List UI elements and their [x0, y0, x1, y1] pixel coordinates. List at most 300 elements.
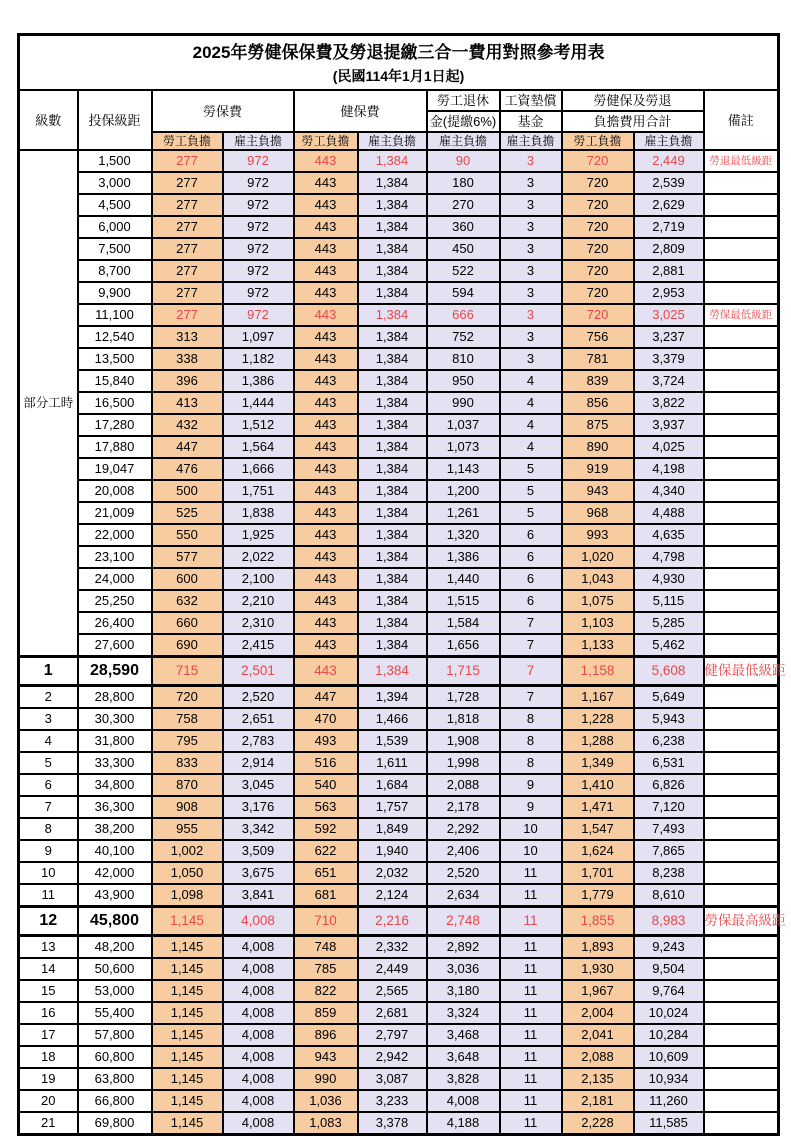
- wage-fund-cell: 11: [500, 1046, 562, 1068]
- table-row: [19, 326, 779, 348]
- col-header-labor-insurance: 勞保費: [152, 90, 294, 132]
- health-employer-cell: 1,940: [358, 840, 427, 862]
- labor-employee-cell: 955: [152, 818, 223, 840]
- col-header-health-insurance: 健保費: [294, 90, 427, 132]
- remark-cell: [704, 752, 779, 774]
- pension-cell: 1,320: [427, 524, 500, 546]
- table-row: [19, 392, 779, 414]
- bracket-cell: 48,200: [78, 936, 152, 959]
- wage-fund-cell: 4: [500, 436, 562, 458]
- pension-cell: 1,715: [427, 657, 500, 686]
- table-row: [19, 348, 779, 370]
- labor-employer-cell: 1,838: [223, 502, 294, 524]
- labor-employer-cell: 2,310: [223, 612, 294, 634]
- wage-fund-cell: 6: [500, 546, 562, 568]
- bracket-cell: 13,500: [78, 348, 152, 370]
- total-employer-cell: 4,198: [634, 458, 704, 480]
- bracket-cell: 42,000: [78, 862, 152, 884]
- total-employer-cell: 10,609: [634, 1046, 704, 1068]
- pension-cell: 2,292: [427, 818, 500, 840]
- total-employee-cell: 1,349: [562, 752, 634, 774]
- health-employer-cell: 2,124: [358, 884, 427, 907]
- page-title: 2025年勞健保保費及勞退提繳三合一費用對照參考用表: [192, 43, 605, 62]
- table-row: [19, 568, 779, 590]
- total-employee-cell: 720: [562, 194, 634, 216]
- total-employee-cell: 1,410: [562, 774, 634, 796]
- health-employee-cell: 622: [294, 840, 358, 862]
- labor-employee-cell: 277: [152, 304, 223, 326]
- table-row: [19, 796, 779, 818]
- remark-cell: [704, 348, 779, 370]
- level-cell: 20: [19, 1090, 78, 1112]
- total-employee-cell: 756: [562, 326, 634, 348]
- total-employer-cell: 3,379: [634, 348, 704, 370]
- bracket-cell: 27,600: [78, 634, 152, 657]
- table-row: [19, 414, 779, 436]
- remark-cell: [704, 414, 779, 436]
- health-employer-cell: 1,384: [358, 612, 427, 634]
- wage-fund-cell: 10: [500, 818, 562, 840]
- health-employee-cell: 443: [294, 657, 358, 686]
- remark-cell: [704, 1068, 779, 1090]
- bracket-cell: 36,300: [78, 796, 152, 818]
- remark-cell: [704, 818, 779, 840]
- pension-cell: 4,008: [427, 1090, 500, 1112]
- total-employee-cell: 1,471: [562, 796, 634, 818]
- remark-cell: [704, 686, 779, 709]
- labor-employee-cell: 715: [152, 657, 223, 686]
- total-employer-cell: 2,629: [634, 194, 704, 216]
- labor-employee-cell: 277: [152, 216, 223, 238]
- total-employee-cell: 2,135: [562, 1068, 634, 1090]
- remark-cell: [704, 936, 779, 959]
- total-employer-cell: 5,285: [634, 612, 704, 634]
- table-row: [19, 1046, 779, 1068]
- pension-cell: 1,818: [427, 708, 500, 730]
- level-cell: 12: [19, 907, 78, 936]
- total-employee-cell: 1,020: [562, 546, 634, 568]
- labor-employer-cell: 1,097: [223, 326, 294, 348]
- level-cell: 19: [19, 1068, 78, 1090]
- health-employee-cell: 443: [294, 392, 358, 414]
- bracket-cell: 31,800: [78, 730, 152, 752]
- wage-fund-cell: 5: [500, 458, 562, 480]
- health-employee-cell: 443: [294, 238, 358, 260]
- pension-cell: 810: [427, 348, 500, 370]
- table-row: [19, 480, 779, 502]
- total-employer-cell: 4,025: [634, 436, 704, 458]
- health-employee-cell: 443: [294, 458, 358, 480]
- bracket-cell: 8,700: [78, 260, 152, 282]
- total-employer-cell: 3,937: [634, 414, 704, 436]
- level-cell: 7: [19, 796, 78, 818]
- pension-cell: 2,088: [427, 774, 500, 796]
- total-employer-cell: 5,649: [634, 686, 704, 709]
- total-employer-cell: 2,809: [634, 238, 704, 260]
- total-employee-cell: 1,893: [562, 936, 634, 959]
- pension-cell: 1,908: [427, 730, 500, 752]
- health-employer-cell: 1,384: [358, 458, 427, 480]
- labor-employer-cell: 1,182: [223, 348, 294, 370]
- total-employer-cell: 3,025: [634, 304, 704, 326]
- labor-employee-cell: 313: [152, 326, 223, 348]
- remark-cell: [704, 546, 779, 568]
- health-employer-cell: 1,384: [358, 216, 427, 238]
- total-employer-cell: 7,865: [634, 840, 704, 862]
- total-employee-cell: 875: [562, 414, 634, 436]
- labor-employee-cell: 447: [152, 436, 223, 458]
- pension-cell: 3,468: [427, 1024, 500, 1046]
- col-header-total-line1: 勞健保及勞退: [562, 90, 704, 111]
- pension-cell: 3,828: [427, 1068, 500, 1090]
- table-row: [19, 907, 779, 936]
- labor-employee-cell: 277: [152, 194, 223, 216]
- health-employer-cell: 2,332: [358, 936, 427, 959]
- labor-employer-cell: 1,444: [223, 392, 294, 414]
- health-employer-cell: 1,384: [358, 657, 427, 686]
- health-employee-cell: 859: [294, 1002, 358, 1024]
- labor-employee-cell: 720: [152, 686, 223, 709]
- labor-employer-cell: 4,008: [223, 907, 294, 936]
- health-employee-cell: 443: [294, 502, 358, 524]
- table-row: [19, 590, 779, 612]
- labor-employer-cell: 972: [223, 304, 294, 326]
- pension-cell: 1,261: [427, 502, 500, 524]
- total-employee-cell: 968: [562, 502, 634, 524]
- health-employee-cell: 443: [294, 590, 358, 612]
- total-employer-cell: 4,488: [634, 502, 704, 524]
- labor-employer-cell: 972: [223, 216, 294, 238]
- remark-cell: [704, 194, 779, 216]
- labor-employee-cell: 660: [152, 612, 223, 634]
- wage-fund-cell: 11: [500, 1112, 562, 1135]
- health-employee-cell: 443: [294, 348, 358, 370]
- wage-fund-cell: 11: [500, 980, 562, 1002]
- health-employer-cell: 1,611: [358, 752, 427, 774]
- health-employee-cell: 443: [294, 370, 358, 392]
- wage-fund-cell: 11: [500, 1002, 562, 1024]
- wage-fund-cell: 11: [500, 907, 562, 936]
- wage-fund-cell: 5: [500, 502, 562, 524]
- labor-employee-cell: 277: [152, 260, 223, 282]
- table-row: [19, 730, 779, 752]
- labor-employer-cell: 4,008: [223, 1090, 294, 1112]
- bracket-cell: 16,500: [78, 392, 152, 414]
- remark-cell: 勞保最高級距: [704, 907, 779, 936]
- health-employer-cell: 1,384: [358, 568, 427, 590]
- labor-employee-cell: 632: [152, 590, 223, 612]
- total-employer-cell: 3,822: [634, 392, 704, 414]
- labor-employer-cell: 2,415: [223, 634, 294, 657]
- total-employee-cell: 943: [562, 480, 634, 502]
- col-header-wage-fund-line2: 基金: [500, 111, 562, 132]
- pension-cell: 2,406: [427, 840, 500, 862]
- level-cell: 13: [19, 936, 78, 959]
- bracket-cell: 25,250: [78, 590, 152, 612]
- health-employer-cell: 1,384: [358, 282, 427, 304]
- health-employee-cell: 516: [294, 752, 358, 774]
- labor-employee-cell: 525: [152, 502, 223, 524]
- total-employer-cell: 9,504: [634, 958, 704, 980]
- labor-employee-cell: 277: [152, 172, 223, 194]
- bracket-cell: 55,400: [78, 1002, 152, 1024]
- labor-employer-cell: 1,751: [223, 480, 294, 502]
- wage-fund-cell: 8: [500, 708, 562, 730]
- health-employer-cell: 1,384: [358, 194, 427, 216]
- wage-fund-cell: 3: [500, 150, 562, 172]
- bracket-cell: 34,800: [78, 774, 152, 796]
- remark-cell: [704, 370, 779, 392]
- labor-employer-cell: 972: [223, 150, 294, 172]
- table-row: [19, 612, 779, 634]
- col-header-level: 級數: [19, 90, 78, 150]
- wage-fund-cell: 8: [500, 730, 562, 752]
- page-subtitle: (民國114年1月1日起): [332, 68, 465, 84]
- total-employee-cell: 1,167: [562, 686, 634, 709]
- health-employer-cell: 1,757: [358, 796, 427, 818]
- health-employee-cell: 443: [294, 612, 358, 634]
- health-employer-cell: 1,384: [358, 524, 427, 546]
- labor-employer-cell: 3,841: [223, 884, 294, 907]
- remark-cell: [704, 568, 779, 590]
- pension-cell: 360: [427, 216, 500, 238]
- wage-fund-cell: 7: [500, 612, 562, 634]
- level-cell: 14: [19, 958, 78, 980]
- level-cell: 3: [19, 708, 78, 730]
- total-employer-cell: 6,238: [634, 730, 704, 752]
- table-row: [19, 1002, 779, 1024]
- pension-cell: 1,200: [427, 480, 500, 502]
- labor-employer-cell: 2,914: [223, 752, 294, 774]
- labor-employee-cell: 277: [152, 150, 223, 172]
- level-cell: 18: [19, 1046, 78, 1068]
- labor-employer-cell: 2,501: [223, 657, 294, 686]
- remark-cell: [704, 590, 779, 612]
- labor-employer-cell: 3,342: [223, 818, 294, 840]
- labor-employer-cell: 1,512: [223, 414, 294, 436]
- total-employee-cell: 1,779: [562, 884, 634, 907]
- health-employer-cell: 1,384: [358, 370, 427, 392]
- health-employee-cell: 443: [294, 194, 358, 216]
- pension-cell: 1,440: [427, 568, 500, 590]
- level-cell: 15: [19, 980, 78, 1002]
- health-employer-cell: 1,684: [358, 774, 427, 796]
- total-employee-cell: 856: [562, 392, 634, 414]
- wage-fund-cell: 7: [500, 686, 562, 709]
- table-body: [19, 150, 786, 1135]
- health-employer-cell: 2,681: [358, 1002, 427, 1024]
- pension-cell: 594: [427, 282, 500, 304]
- health-employee-cell: 443: [294, 546, 358, 568]
- labor-employer-cell: 3,045: [223, 774, 294, 796]
- level-cell: 4: [19, 730, 78, 752]
- total-employee-cell: 720: [562, 282, 634, 304]
- health-employer-cell: 2,449: [358, 958, 427, 980]
- subheader-pension-employer: 雇主負擔: [427, 132, 500, 150]
- health-employer-cell: 1,384: [358, 546, 427, 568]
- pension-cell: 4,188: [427, 1112, 500, 1135]
- health-employer-cell: 1,384: [358, 590, 427, 612]
- level-cell: 21: [19, 1112, 78, 1135]
- bracket-cell: 66,800: [78, 1090, 152, 1112]
- total-employer-cell: 10,284: [634, 1024, 704, 1046]
- level-cell: 1: [19, 657, 78, 686]
- total-employer-cell: 4,930: [634, 568, 704, 590]
- total-employee-cell: 2,228: [562, 1112, 634, 1135]
- labor-employer-cell: 2,022: [223, 546, 294, 568]
- wage-fund-cell: 9: [500, 796, 562, 818]
- table-row: [19, 980, 779, 1002]
- labor-employee-cell: 1,050: [152, 862, 223, 884]
- bracket-cell: 12,540: [78, 326, 152, 348]
- total-employee-cell: 919: [562, 458, 634, 480]
- level-cell: 17: [19, 1024, 78, 1046]
- col-header-wage-fund-line1: 工資墊償: [500, 90, 562, 111]
- labor-employee-cell: 833: [152, 752, 223, 774]
- wage-fund-cell: 9: [500, 774, 562, 796]
- labor-employer-cell: 972: [223, 282, 294, 304]
- table-row: [19, 1090, 779, 1112]
- total-employee-cell: 720: [562, 304, 634, 326]
- health-employee-cell: 443: [294, 524, 358, 546]
- pension-cell: 3,648: [427, 1046, 500, 1068]
- subheader-total-employer: 雇主負擔: [634, 132, 704, 150]
- labor-employer-cell: 4,008: [223, 958, 294, 980]
- bracket-cell: 3,000: [78, 172, 152, 194]
- remark-cell: [704, 458, 779, 480]
- bracket-cell: 21,009: [78, 502, 152, 524]
- remark-cell: 勞退最低級距: [704, 150, 779, 172]
- table-row: [19, 634, 779, 657]
- total-employee-cell: 1,103: [562, 612, 634, 634]
- health-employer-cell: 1,384: [358, 392, 427, 414]
- pension-cell: 1,728: [427, 686, 500, 709]
- table-row: [19, 524, 779, 546]
- table-row: [19, 936, 779, 959]
- labor-employee-cell: 550: [152, 524, 223, 546]
- pension-cell: 270: [427, 194, 500, 216]
- labor-employee-cell: 795: [152, 730, 223, 752]
- total-employee-cell: 1,043: [562, 568, 634, 590]
- remark-cell: [704, 862, 779, 884]
- health-employee-cell: 785: [294, 958, 358, 980]
- labor-employee-cell: 600: [152, 568, 223, 590]
- wage-fund-cell: 4: [500, 370, 562, 392]
- premium-reference-table: [17, 33, 786, 1136]
- labor-employer-cell: 3,176: [223, 796, 294, 818]
- pension-cell: 1,998: [427, 752, 500, 774]
- health-employer-cell: 2,797: [358, 1024, 427, 1046]
- total-employee-cell: 1,547: [562, 818, 634, 840]
- wage-fund-cell: 3: [500, 238, 562, 260]
- total-employee-cell: 1,228: [562, 708, 634, 730]
- level-cell: 6: [19, 774, 78, 796]
- health-employer-cell: 1,384: [358, 172, 427, 194]
- health-employer-cell: 1,394: [358, 686, 427, 709]
- col-header-pension-line2: 金(提繳6%): [427, 111, 500, 132]
- wage-fund-cell: 11: [500, 958, 562, 980]
- labor-employer-cell: 1,564: [223, 436, 294, 458]
- bracket-cell: 28,800: [78, 686, 152, 709]
- total-employer-cell: 5,608: [634, 657, 704, 686]
- bracket-cell: 17,280: [78, 414, 152, 436]
- table-row: [19, 774, 779, 796]
- level-cell: 16: [19, 1002, 78, 1024]
- health-employee-cell: 443: [294, 172, 358, 194]
- pension-cell: 90: [427, 150, 500, 172]
- remark-cell: [704, 480, 779, 502]
- labor-employer-cell: 4,008: [223, 1002, 294, 1024]
- labor-employee-cell: 396: [152, 370, 223, 392]
- labor-employee-cell: 476: [152, 458, 223, 480]
- wage-fund-cell: 5: [500, 480, 562, 502]
- wage-fund-cell: 8: [500, 752, 562, 774]
- level-cell: 2: [19, 686, 78, 709]
- pension-cell: 522: [427, 260, 500, 282]
- health-employee-cell: 443: [294, 634, 358, 657]
- labor-employee-cell: 338: [152, 348, 223, 370]
- total-employer-cell: 2,881: [634, 260, 704, 282]
- total-employer-cell: 5,115: [634, 590, 704, 612]
- pension-cell: 2,748: [427, 907, 500, 936]
- remark-cell: [704, 392, 779, 414]
- labor-employer-cell: 2,520: [223, 686, 294, 709]
- bracket-cell: 33,300: [78, 752, 152, 774]
- bracket-cell: 43,900: [78, 884, 152, 907]
- health-employee-cell: 443: [294, 326, 358, 348]
- health-employer-cell: 2,216: [358, 907, 427, 936]
- labor-employee-cell: 1,145: [152, 1046, 223, 1068]
- health-employer-cell: 3,378: [358, 1112, 427, 1135]
- labor-employer-cell: 2,210: [223, 590, 294, 612]
- health-employee-cell: 592: [294, 818, 358, 840]
- pension-cell: 1,584: [427, 612, 500, 634]
- total-employee-cell: 720: [562, 216, 634, 238]
- wage-fund-cell: 11: [500, 936, 562, 959]
- labor-employer-cell: 4,008: [223, 1024, 294, 1046]
- table-row: [19, 884, 779, 907]
- level-cell: 8: [19, 818, 78, 840]
- total-employee-cell: 1,967: [562, 980, 634, 1002]
- labor-employer-cell: 972: [223, 172, 294, 194]
- pension-cell: 2,634: [427, 884, 500, 907]
- remark-cell: [704, 980, 779, 1002]
- health-employer-cell: 1,384: [358, 150, 427, 172]
- title-cell: [19, 35, 779, 91]
- total-employer-cell: 6,531: [634, 752, 704, 774]
- labor-employer-cell: 4,008: [223, 936, 294, 959]
- labor-employer-cell: 4,008: [223, 980, 294, 1002]
- table-row: [19, 958, 779, 980]
- labor-employer-cell: 4,008: [223, 1046, 294, 1068]
- total-employer-cell: 11,585: [634, 1112, 704, 1135]
- health-employer-cell: 1,384: [358, 436, 427, 458]
- total-employee-cell: 1,930: [562, 958, 634, 980]
- labor-employee-cell: 1,145: [152, 1068, 223, 1090]
- remark-cell: [704, 958, 779, 980]
- health-employer-cell: 1,384: [358, 414, 427, 436]
- total-employer-cell: 10,024: [634, 1002, 704, 1024]
- health-employer-cell: 1,466: [358, 708, 427, 730]
- wage-fund-cell: 11: [500, 1090, 562, 1112]
- labor-employee-cell: 277: [152, 238, 223, 260]
- table-row: [19, 1024, 779, 1046]
- bracket-cell: 50,600: [78, 958, 152, 980]
- health-employer-cell: 1,384: [358, 480, 427, 502]
- remark-cell: [704, 260, 779, 282]
- labor-employee-cell: 908: [152, 796, 223, 818]
- total-employee-cell: 720: [562, 260, 634, 282]
